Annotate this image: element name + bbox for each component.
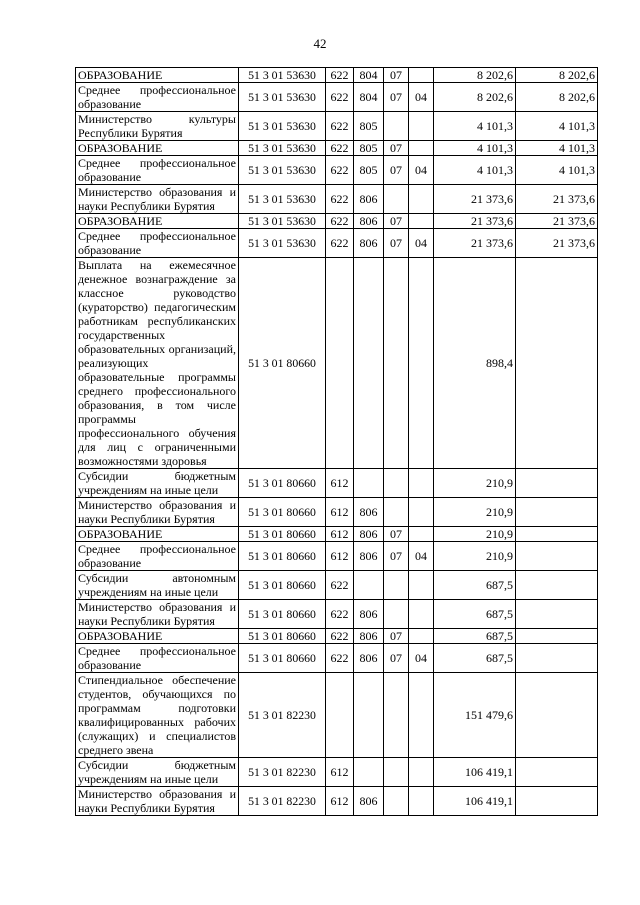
amount-1: 210,9	[434, 527, 516, 542]
table-row	[76, 571, 598, 600]
section-code: 07	[384, 214, 409, 229]
target-code: 51 3 01 80660	[239, 600, 326, 629]
ministry-code	[354, 469, 384, 498]
expense-type	[326, 258, 354, 469]
table-row	[76, 229, 598, 258]
row-name: Среднее профессиональное образование	[76, 644, 239, 673]
table-row	[76, 673, 598, 758]
table-row	[76, 469, 598, 498]
subsection-code: 04	[409, 156, 434, 185]
amount-1: 4 101,3	[434, 112, 516, 141]
ministry-code	[354, 758, 384, 787]
subsection-code	[409, 112, 434, 141]
row-name: Стипендиальное обеспечение студентов, обучающихся по программам подготовки квалифицированных рабочих (служащих) и специалистов среднего звена	[76, 673, 239, 758]
subsection-code	[409, 469, 434, 498]
row-name: Выплата на ежемесячное денежное вознаграждение за классное руководство (кураторство) педагогическим работникам республиканских государственных образовательных организаций, реализующих образовательные программы среднего профессионального образования, в том числе программы профессионального обучения для лиц с ограниченными возможностями здоровья	[76, 258, 239, 469]
amount-1: 898,4	[434, 258, 516, 469]
ministry-code: 806	[354, 600, 384, 629]
ministry-code	[354, 571, 384, 600]
subsection-code	[409, 527, 434, 542]
amount-2	[516, 758, 598, 787]
table-row	[76, 83, 598, 112]
target-code: 51 3 01 80660	[239, 498, 326, 527]
expense-type: 622	[326, 141, 354, 156]
ministry-code: 805	[354, 156, 384, 185]
target-code: 51 3 01 80660	[239, 629, 326, 644]
section-code	[384, 787, 409, 816]
row-name: Субсидии бюджетным учреждениям на иные цели	[76, 758, 239, 787]
expense-type: 612	[326, 527, 354, 542]
ministry-code: 806	[354, 498, 384, 527]
amount-1: 21 373,6	[434, 214, 516, 229]
table-row	[76, 498, 598, 527]
amount-1: 687,5	[434, 600, 516, 629]
subsection-code	[409, 214, 434, 229]
amount-2	[516, 469, 598, 498]
subsection-code: 04	[409, 229, 434, 258]
subsection-code	[409, 571, 434, 600]
amount-1: 210,9	[434, 469, 516, 498]
ministry-code	[354, 673, 384, 758]
expense-type: 612	[326, 542, 354, 571]
ministry-code: 804	[354, 68, 384, 83]
row-name: Министерство образования и науки Республики Бурятия	[76, 498, 239, 527]
expense-type: 612	[326, 469, 354, 498]
section-code	[384, 571, 409, 600]
table-row	[76, 600, 598, 629]
amount-1: 151 479,6	[434, 673, 516, 758]
section-code	[384, 673, 409, 758]
amount-2: 8 202,6	[516, 83, 598, 112]
amount-2	[516, 629, 598, 644]
section-code: 07	[384, 68, 409, 83]
row-name: ОБРАЗОВАНИЕ	[76, 629, 239, 644]
subsection-code	[409, 68, 434, 83]
row-name: Среднее профессиональное образование	[76, 542, 239, 571]
row-name: Министерство образования и науки Республики Бурятия	[76, 600, 239, 629]
amount-1: 687,5	[434, 629, 516, 644]
target-code: 51 3 01 80660	[239, 571, 326, 600]
expense-type: 622	[326, 644, 354, 673]
amount-2	[516, 673, 598, 758]
table-row	[76, 258, 598, 469]
row-name: Субсидии бюджетным учреждениям на иные цели	[76, 469, 239, 498]
target-code: 51 3 01 82230	[239, 787, 326, 816]
expense-type: 622	[326, 214, 354, 229]
subsection-code	[409, 185, 434, 214]
target-code: 51 3 01 53630	[239, 185, 326, 214]
ministry-code: 805	[354, 112, 384, 141]
row-name: Министерство культуры Республики Бурятия	[76, 112, 239, 141]
row-name: Министерство образования и науки Республики Бурятия	[76, 787, 239, 816]
row-name: ОБРАЗОВАНИЕ	[76, 141, 239, 156]
target-code: 51 3 01 53630	[239, 214, 326, 229]
expense-type: 622	[326, 112, 354, 141]
section-code	[384, 758, 409, 787]
subsection-code: 04	[409, 644, 434, 673]
subsection-code	[409, 258, 434, 469]
expense-type: 612	[326, 787, 354, 816]
subsection-code: 04	[409, 83, 434, 112]
subsection-code	[409, 758, 434, 787]
section-code	[384, 498, 409, 527]
ministry-code: 806	[354, 629, 384, 644]
amount-2	[516, 527, 598, 542]
target-code: 51 3 01 53630	[239, 83, 326, 112]
section-code	[384, 185, 409, 214]
table-row	[76, 185, 598, 214]
subsection-code	[409, 673, 434, 758]
budget-table	[75, 67, 598, 816]
target-code: 51 3 01 80660	[239, 469, 326, 498]
expense-type: 622	[326, 571, 354, 600]
amount-2	[516, 542, 598, 571]
table-row	[76, 644, 598, 673]
table-row	[76, 629, 598, 644]
target-code: 51 3 01 53630	[239, 229, 326, 258]
subsection-code	[409, 629, 434, 644]
row-name: Среднее профессиональное образование	[76, 83, 239, 112]
ministry-code: 806	[354, 542, 384, 571]
target-code: 51 3 01 53630	[239, 112, 326, 141]
row-name: Субсидии автономным учреждениям на иные цели	[76, 571, 239, 600]
section-code	[384, 258, 409, 469]
amount-1: 210,9	[434, 498, 516, 527]
ministry-code: 806	[354, 229, 384, 258]
amount-2	[516, 498, 598, 527]
expense-type: 622	[326, 229, 354, 258]
table-row	[76, 214, 598, 229]
amount-2	[516, 258, 598, 469]
section-code: 07	[384, 527, 409, 542]
amount-2: 21 373,6	[516, 214, 598, 229]
row-name: ОБРАЗОВАНИЕ	[76, 68, 239, 83]
amount-1: 106 419,1	[434, 787, 516, 816]
expense-type: 622	[326, 68, 354, 83]
table-row	[76, 112, 598, 141]
section-code: 07	[384, 156, 409, 185]
section-code: 07	[384, 629, 409, 644]
table-row	[76, 787, 598, 816]
amount-1: 21 373,6	[434, 185, 516, 214]
amount-2: 21 373,6	[516, 185, 598, 214]
amount-1: 4 101,3	[434, 156, 516, 185]
row-name: Министерство образования и науки Республики Бурятия	[76, 185, 239, 214]
row-name: Среднее профессиональное образование	[76, 229, 239, 258]
row-name: ОБРАЗОВАНИЕ	[76, 214, 239, 229]
section-code: 07	[384, 83, 409, 112]
table-row	[76, 542, 598, 571]
amount-1: 8 202,6	[434, 68, 516, 83]
target-code: 51 3 01 82230	[239, 758, 326, 787]
section-code: 07	[384, 141, 409, 156]
table-row	[76, 527, 598, 542]
subsection-code	[409, 787, 434, 816]
expense-type	[326, 673, 354, 758]
amount-2	[516, 600, 598, 629]
expense-type: 612	[326, 498, 354, 527]
amount-2	[516, 644, 598, 673]
amount-2: 21 373,6	[516, 229, 598, 258]
amount-1: 8 202,6	[434, 83, 516, 112]
ministry-code	[354, 258, 384, 469]
expense-type: 622	[326, 600, 354, 629]
page-number: 42	[313, 36, 327, 51]
ministry-code: 806	[354, 527, 384, 542]
target-code: 51 3 01 53630	[239, 68, 326, 83]
amount-1: 687,5	[434, 644, 516, 673]
amount-2: 8 202,6	[516, 68, 598, 83]
subsection-code: 04	[409, 542, 434, 571]
target-code: 51 3 01 82230	[239, 673, 326, 758]
target-code: 51 3 01 80660	[239, 527, 326, 542]
amount-1: 687,5	[434, 571, 516, 600]
section-code	[384, 469, 409, 498]
amount-1: 4 101,3	[434, 141, 516, 156]
target-code: 51 3 01 80660	[239, 542, 326, 571]
expense-type: 622	[326, 156, 354, 185]
section-code: 07	[384, 644, 409, 673]
amount-1: 21 373,6	[434, 229, 516, 258]
ministry-code: 806	[354, 185, 384, 214]
target-code: 51 3 01 53630	[239, 156, 326, 185]
section-code: 07	[384, 542, 409, 571]
ministry-code: 806	[354, 644, 384, 673]
target-code: 51 3 01 53630	[239, 141, 326, 156]
amount-2: 4 101,3	[516, 112, 598, 141]
amount-2: 4 101,3	[516, 156, 598, 185]
target-code: 51 3 01 80660	[239, 258, 326, 469]
subsection-code	[409, 141, 434, 156]
expense-type: 622	[326, 185, 354, 214]
expense-type: 612	[326, 758, 354, 787]
table-row	[76, 758, 598, 787]
section-code	[384, 112, 409, 141]
table-row	[76, 156, 598, 185]
subsection-code	[409, 600, 434, 629]
ministry-code: 806	[354, 214, 384, 229]
amount-1: 106 419,1	[434, 758, 516, 787]
ministry-code: 806	[354, 787, 384, 816]
subsection-code	[409, 498, 434, 527]
row-name: Среднее профессиональное образование	[76, 156, 239, 185]
ministry-code: 805	[354, 141, 384, 156]
expense-type: 622	[326, 629, 354, 644]
amount-1: 210,9	[434, 542, 516, 571]
section-code: 07	[384, 229, 409, 258]
amount-2: 4 101,3	[516, 141, 598, 156]
expense-type: 622	[326, 83, 354, 112]
row-name: ОБРАЗОВАНИЕ	[76, 527, 239, 542]
amount-2	[516, 571, 598, 600]
ministry-code: 804	[354, 83, 384, 112]
table-row	[76, 68, 598, 83]
target-code: 51 3 01 80660	[239, 644, 326, 673]
amount-2	[516, 787, 598, 816]
table-row	[76, 141, 598, 156]
section-code	[384, 600, 409, 629]
